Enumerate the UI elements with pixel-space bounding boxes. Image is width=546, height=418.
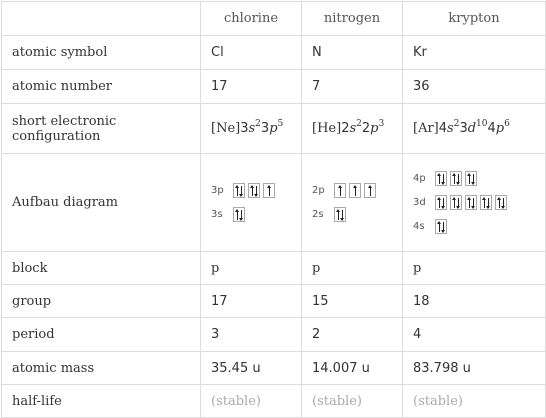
spin-up-arrow	[499, 198, 500, 208]
config-core: [Ar]	[413, 121, 439, 136]
aufbau-subshell	[413, 219, 535, 234]
subshell-label: 2s	[312, 209, 324, 220]
spin-up-arrow	[454, 198, 455, 208]
spin-up-arrow	[454, 174, 455, 184]
cell-chlorine: 17	[201, 285, 302, 318]
aufbau-diagram-nitrogen	[302, 154, 403, 252]
orbital-box	[435, 219, 447, 234]
spin-down-arrow	[473, 174, 474, 184]
row-label: short electronic configuration	[2, 104, 201, 154]
orbital-box	[435, 171, 447, 186]
cell-nitrogen: N	[302, 36, 403, 70]
spin-up-arrow	[484, 198, 485, 208]
aufbau-diagram	[312, 183, 392, 222]
cell-krypton: Kr	[403, 36, 546, 70]
header-corner	[2, 2, 201, 36]
aufbau-subshell	[211, 183, 291, 198]
config-shell-number: 3	[260, 121, 270, 136]
config-shell-number: 3	[459, 121, 468, 136]
column-header-nitrogen: nitrogen	[302, 2, 403, 36]
electron-config-chlorine	[201, 104, 302, 154]
row-label: atomic symbol	[2, 36, 201, 70]
config-electron-count: 5	[277, 119, 284, 129]
cell-krypton: 18	[403, 285, 546, 318]
spin-up-arrow	[355, 186, 356, 196]
spin-down-arrow	[458, 198, 459, 208]
config-subshell-letter: s	[349, 121, 357, 136]
orbital-box	[450, 195, 462, 210]
spin-down-arrow	[488, 198, 489, 208]
spin-down-arrow	[443, 198, 444, 208]
spin-down-arrow	[458, 174, 459, 184]
row-label: Aufbau diagram	[2, 154, 201, 252]
orbital-box	[233, 183, 245, 198]
cell-chlorine: Cl	[201, 36, 302, 70]
row-label: half-life	[2, 385, 201, 418]
spin-up-arrow	[439, 198, 440, 208]
subshell-label: 3p	[211, 185, 224, 196]
orbital-box	[495, 195, 507, 210]
spin-down-arrow	[241, 210, 242, 220]
orbital-box	[364, 183, 376, 198]
cell-nitrogen: p	[302, 252, 403, 285]
aufbau-subshell	[211, 207, 291, 222]
spin-down-arrow	[443, 222, 444, 232]
orbital-box	[248, 183, 260, 198]
orbital-box	[349, 183, 361, 198]
config-electron-count: 2	[453, 119, 460, 129]
spin-down-arrow	[342, 210, 343, 220]
orbital-box	[334, 183, 346, 198]
spin-down-arrow	[256, 186, 257, 196]
config-shell-number: 4	[487, 121, 496, 136]
spin-up-arrow	[269, 186, 270, 196]
row-label: period	[2, 318, 201, 352]
spin-up-arrow	[439, 222, 440, 232]
orbital-box	[435, 195, 447, 210]
config-shell-number: 3	[240, 121, 249, 136]
aufbau-diagram-chlorine	[201, 154, 302, 252]
row-atomic-symbol	[2, 36, 546, 70]
subshell-label: 4p	[413, 173, 426, 184]
header-row	[2, 2, 546, 36]
row-label: atomic number	[2, 70, 201, 104]
orbital-box	[465, 171, 477, 186]
cell-krypton: 36	[403, 70, 546, 104]
aufbau-diagram-krypton	[403, 154, 546, 252]
row-period	[2, 318, 546, 352]
aufbau-diagram	[413, 171, 535, 234]
config-core: [He]	[312, 121, 342, 136]
cell-chlorine: p	[201, 252, 302, 285]
spin-up-arrow	[340, 186, 341, 196]
electron-config-nitrogen	[302, 104, 403, 154]
orbital-box	[334, 207, 346, 222]
spin-up-arrow	[338, 210, 339, 220]
spin-up-arrow	[252, 186, 253, 196]
row-block	[2, 252, 546, 285]
column-header-krypton: krypton	[403, 2, 546, 36]
spin-up-arrow	[469, 174, 470, 184]
cell-nitrogen: 2	[302, 318, 403, 352]
spin-up-arrow	[237, 210, 238, 220]
row-label: group	[2, 285, 201, 318]
config-subshell-letter: p	[269, 121, 278, 136]
spin-down-arrow	[443, 174, 444, 184]
spin-up-arrow	[237, 186, 238, 196]
config-subshell-letter: s	[248, 121, 256, 136]
cell-chlorine: 3	[201, 318, 302, 352]
cell-chlorine: (stable)	[201, 385, 302, 418]
element-comparison-table	[1, 1, 546, 418]
subshell-label: 3d	[413, 197, 426, 208]
row-label: block	[2, 252, 201, 285]
row-atomic-mass	[2, 352, 546, 385]
cell-chlorine: 17	[201, 70, 302, 104]
config-shell-number: 2	[341, 121, 350, 136]
config-subshell-letter: d	[467, 121, 477, 136]
orbital-box	[480, 195, 492, 210]
cell-krypton: p	[403, 252, 546, 285]
config-electron-count: 2	[255, 119, 261, 129]
spin-up-arrow	[469, 198, 470, 208]
config-electron-count: 10	[476, 119, 488, 129]
electron-config-krypton	[403, 104, 546, 154]
spin-down-arrow	[473, 198, 474, 208]
config-subshell-letter: s	[447, 121, 454, 136]
column-header-chlorine: chlorine	[201, 2, 302, 36]
aufbau-subshell	[312, 207, 392, 222]
cell-krypton: (stable)	[403, 385, 546, 418]
config-electron-count: 3	[378, 119, 385, 129]
aufbau-subshell	[312, 183, 392, 198]
spin-down-arrow	[503, 198, 504, 208]
subshell-label: 4s	[413, 221, 425, 232]
cell-krypton: 4	[403, 318, 546, 352]
cell-nitrogen: 7	[302, 70, 403, 104]
config-shell-number: 4	[438, 121, 448, 136]
config-shell-number: 2	[361, 121, 371, 136]
cell-chlorine: 35.45 u	[201, 352, 302, 385]
row-aufbau-diagram	[2, 154, 546, 252]
orbital-box	[465, 195, 477, 210]
subshell-label: 3s	[211, 209, 223, 220]
config-core: [Ne]	[211, 121, 241, 136]
cell-krypton: 83.798 u	[403, 352, 546, 385]
subshell-label: 2p	[312, 185, 325, 196]
config-subshell-letter: p	[495, 121, 505, 136]
orbital-box	[450, 171, 462, 186]
row-label: atomic mass	[2, 352, 201, 385]
aufbau-subshell	[413, 171, 535, 186]
spin-up-arrow	[370, 186, 371, 196]
aufbau-subshell	[413, 195, 535, 210]
spin-up-arrow	[439, 174, 440, 184]
cell-nitrogen: (stable)	[302, 385, 403, 418]
aufbau-diagram	[211, 183, 291, 222]
row-atomic-number	[2, 70, 546, 104]
spin-down-arrow	[241, 186, 242, 196]
cell-nitrogen: 15	[302, 285, 403, 318]
config-electron-count: 6	[504, 119, 510, 129]
config-subshell-letter: p	[370, 121, 379, 136]
row-group	[2, 285, 546, 318]
config-electron-count: 2	[356, 119, 362, 129]
cell-nitrogen: 14.007 u	[302, 352, 403, 385]
row-electron-configuration	[2, 104, 546, 154]
orbital-box	[233, 207, 245, 222]
orbital-box	[263, 183, 275, 198]
row-half-life	[2, 385, 546, 418]
